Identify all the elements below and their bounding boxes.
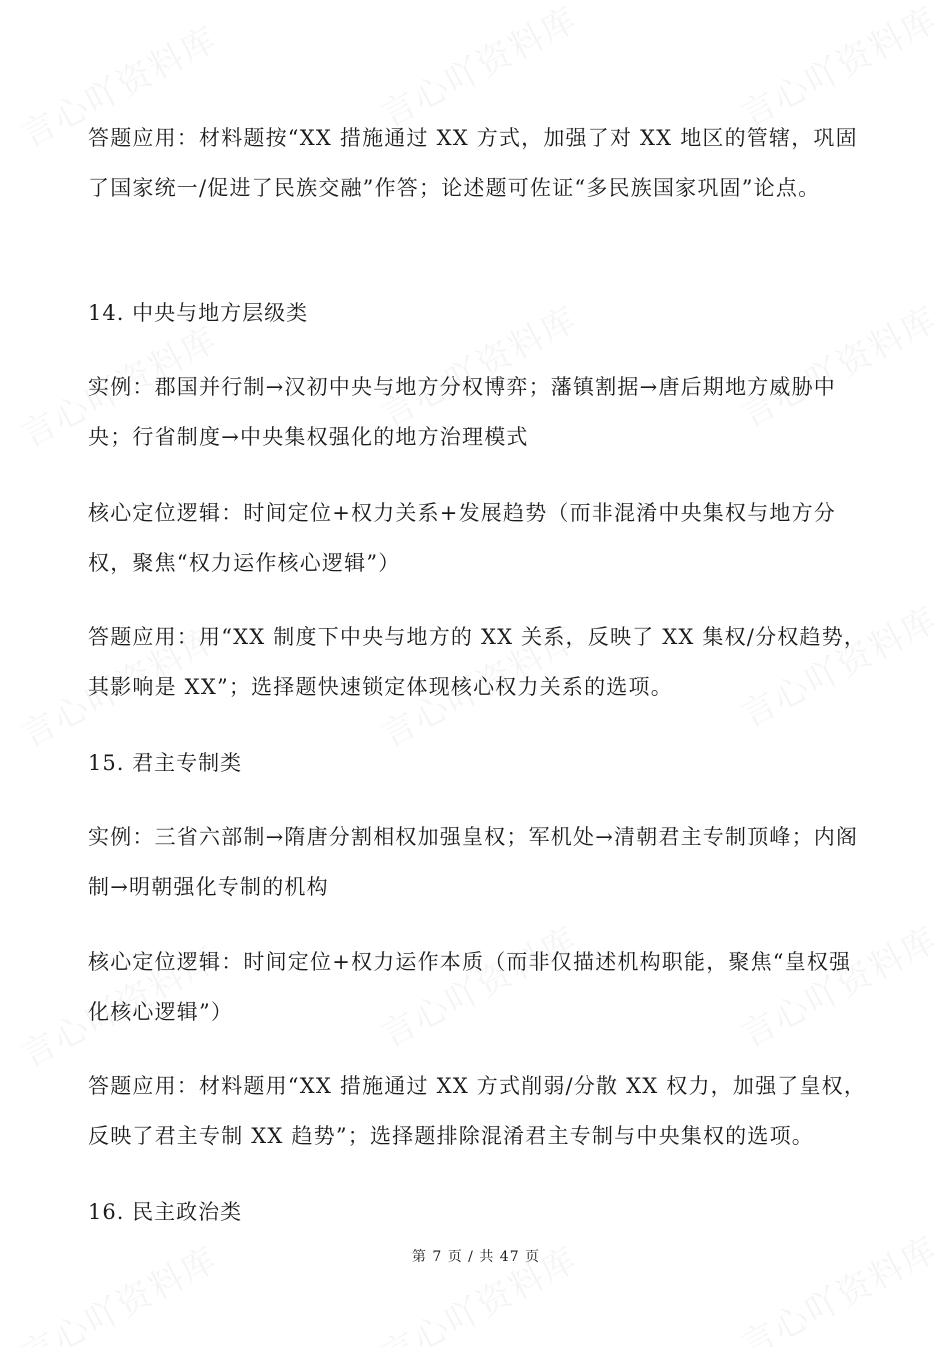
- answer-application-paragraph: 答题应用：材料题按“XX 措施通过 XX 方式，加强了对 XX 地区的管辖，巩固了国家统一/促进了民族交融”作答；论述题可佐证“多民族国家巩固”论点。: [88, 126, 858, 200]
- page-number-footer: 第 7 页 / 共 47 页: [411, 1249, 541, 1265]
- core-logic-paragraph: 核心定位逻辑：时间定位+权力关系+发展趋势（而非混淆中央集权与地方分权，聚焦“权力运作核心逻辑”）: [88, 501, 836, 575]
- answer-application-paragraph: 答题应用：用“XX 制度下中央与地方的 XX 关系，反映了 XX 集权/分权趋势，其影响是 XX”；选择题快速锁定体现核心权力关系的选项。: [88, 625, 867, 699]
- watermark-text: [731, 1222, 945, 1347]
- section-heading-16: 16. 民主政治类: [88, 1200, 243, 1224]
- section-heading-15: 15. 君主专制类: [88, 751, 243, 775]
- section-heading-14: 14. 中央与地方层级类: [88, 301, 309, 325]
- answer-application-paragraph: 答题应用：材料题用“XX 措施通过 XX 方式削弱/分散 XX 权力，加强了皇权，反映了君主专制 XX 趋势”；选择题排除混淆君主专制与中央集权的选项。: [88, 1074, 867, 1148]
- core-logic-paragraph: 核心定位逻辑：时间定位+权力运作本质（而非仅描述机构职能，聚焦“皇权强化核心逻辑”）: [88, 950, 852, 1024]
- example-paragraph: 实例：郡国并行制→汉初中央与地方分权博弈；藩镇割据→唐后期地方威胁中央；行省制度→中央集权强化的地方治理模式: [88, 375, 836, 449]
- example-paragraph: 实例：三省六部制→隋唐分割相权加强皇权；军机处→清朝君主专制顶峰；内阁制→明朝强化专制的机构: [88, 825, 859, 899]
